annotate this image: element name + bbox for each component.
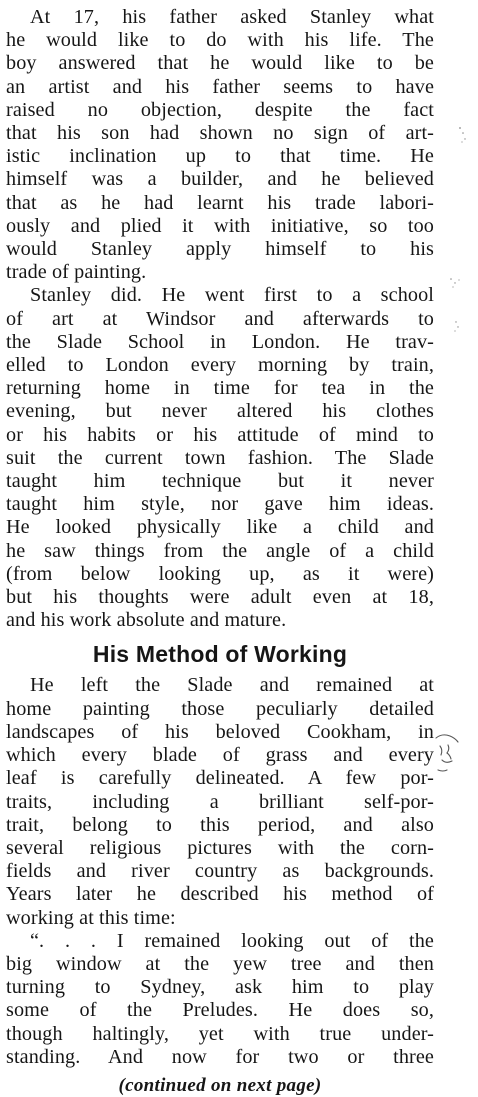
text-line: turning to Sydney, ask him to play [6, 976, 434, 999]
article-column [6, 6, 434, 1097]
text-line: himself was a builder, and he believed [6, 168, 434, 191]
text-line: he saw things from the angle of a child [6, 539, 434, 562]
text-line: which every blade of grass and every [6, 744, 434, 767]
text-line: that his son had shown no sign of art- [6, 122, 434, 145]
text-line: the Slade School in London. He trav- [6, 330, 434, 353]
text-line: suit the current town fashion. The Slade [6, 446, 434, 469]
text-line: Years later he described his method of [6, 883, 434, 906]
text-line: He looked physically like a child and [6, 516, 434, 539]
text-line: raised no objection, despite the fact [6, 98, 434, 121]
text-line: of art at Windsor and afterwards to [6, 307, 434, 330]
text-line: elled to London every morning by train, [6, 354, 434, 377]
text-line: trade of painting. [6, 261, 147, 284]
text-line: taught him style, nor gave him ideas. [6, 493, 434, 516]
text-line: though haltingly, yet with true under- [6, 1022, 434, 1045]
section-heading: His Method of Working [92, 641, 348, 668]
text-line: trait, belong to this period, and also [6, 813, 434, 836]
text-line: several religious pictures with the corn- [6, 836, 434, 859]
text-line: standing. And now for two or three [6, 1045, 434, 1068]
text-line: an artist and his father seems to have [6, 75, 434, 98]
text-line: “. . . I remained looking out of the [30, 929, 434, 952]
text-line: returning home in time for tea in the [6, 377, 434, 400]
text-line: big window at the yew tree and then [6, 952, 434, 975]
text-line: he would like to do with his life. The [6, 29, 434, 52]
text-line: and his work absolute and mature. [6, 609, 287, 632]
text-line: (from below looking up, as it were) [6, 562, 434, 585]
text-line: Stanley did. He went first to a school [30, 284, 434, 307]
text-line: home painting those peculiarly detailed [6, 697, 434, 720]
paragraph-slade [6, 284, 434, 632]
text-line: ously and plied it with initiative, so too [6, 214, 434, 237]
text-line: traits, including a brilliant self-por- [6, 790, 434, 813]
text-line: fields and river country as backgrounds. [6, 860, 434, 883]
text-line: that as he had learnt his trade labori- [6, 191, 434, 214]
text-line: or his habits or his attitude of mind to [6, 423, 434, 446]
text-line: working at this time: [6, 906, 176, 929]
text-line: would Stanley apply himself to his [6, 238, 434, 261]
text-line: some of the Preludes. He does so, [6, 999, 434, 1022]
paragraph-father [6, 6, 434, 284]
text-line: boy answered that he would like to be [6, 52, 434, 75]
text-line: leaf is carefully delineated. A few por- [6, 767, 434, 790]
text-line: but his thoughts were adult even at 18, [6, 586, 434, 609]
text-line: taught him technique but it never [6, 470, 434, 493]
paragraph-quote [6, 930, 434, 1069]
continued-note: (continued on next page) [118, 1074, 322, 1096]
text-line: He left the Slade and remained at [30, 674, 434, 697]
text-line: istic inclination up to that time. He [6, 145, 434, 168]
text-line: landscapes of his beloved Cookham, in [6, 720, 434, 743]
text-line: At 17, his father asked Stanley what [30, 6, 434, 28]
paragraph-cookham [6, 674, 434, 929]
text-line: evening, but never altered his clothes [6, 400, 434, 423]
print-specks [434, 0, 478, 1064]
